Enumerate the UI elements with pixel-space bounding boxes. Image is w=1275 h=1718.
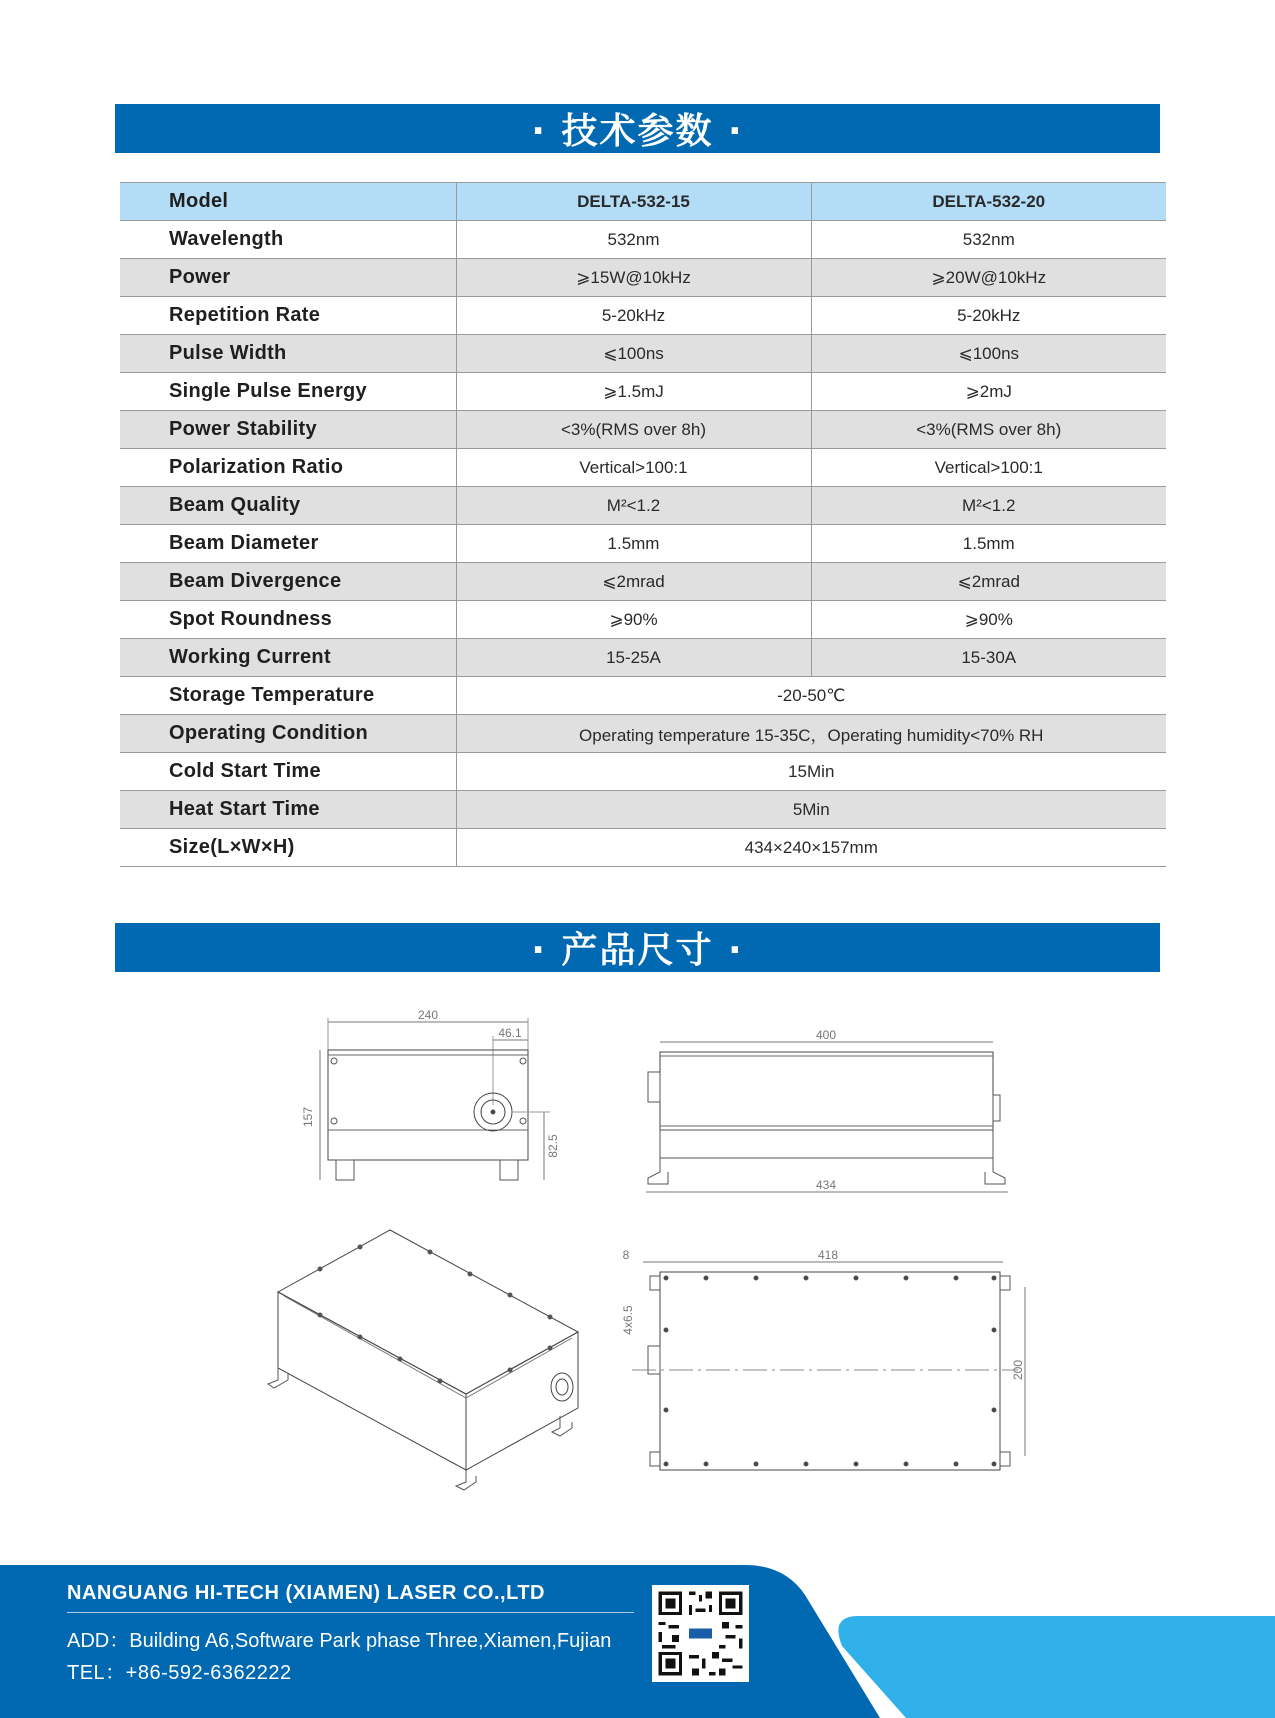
row-label: Beam Divergence [120, 563, 456, 601]
row-value-model-1: M²<1.2 [456, 487, 811, 525]
dim-front-width: 240 [417, 1008, 439, 1022]
table-row [120, 601, 1166, 639]
header-model-2: DELTA-532-20 [811, 183, 1166, 221]
company-address: ADD：Building A6,Software Park phase Three,Xiamen,Fujian [67, 1630, 612, 1652]
dim-side-total-length: 434 [815, 1178, 837, 1192]
row-label: Beam Diameter [120, 525, 456, 563]
row-label: Single Pulse Energy [120, 373, 456, 411]
dim-front-offset: 46.1 [498, 1026, 522, 1040]
row-value-model-1: ⩾90% [456, 601, 811, 639]
section-title-dimensions: · 产品尺寸 · [115, 923, 1160, 972]
row-label: Cold Start Time [120, 753, 456, 791]
row-value-model-1: ⩽2mrad [456, 563, 811, 601]
table-row [120, 563, 1166, 601]
table-row [120, 259, 1166, 297]
row-label: Wavelength [120, 221, 456, 259]
row-label: Heat Start Time [120, 791, 456, 829]
row-value-model-2: ⩾2mJ [811, 373, 1166, 411]
row-value-model-1: ⩾15W@10kHz [456, 259, 811, 297]
row-label: Power [120, 259, 456, 297]
spec-table [120, 182, 1166, 867]
row-value-shared: 15Min [456, 753, 1166, 791]
table-row [120, 335, 1166, 373]
section-title-specs: · 技术参数 · [115, 104, 1160, 153]
row-value-model-2: M²<1.2 [811, 487, 1166, 525]
row-value-model-2: ⩽100ns [811, 335, 1166, 373]
side-view-drawing [646, 1028, 1008, 1192]
row-value-model-1: 15-25A [456, 639, 811, 677]
top-view-drawing [621, 1248, 1025, 1470]
dimension-drawings [260, 1000, 1060, 1500]
table-row [120, 753, 1166, 791]
isometric-view-drawing [268, 1230, 578, 1490]
table-row [120, 525, 1166, 563]
footer-accent-shape [836, 1616, 1275, 1718]
row-value-model-1: <3%(RMS over 8h) [456, 411, 811, 449]
row-value-model-1: Vertical>100:1 [456, 449, 811, 487]
row-value-model-1: ⩾1.5mJ [456, 373, 811, 411]
table-row [120, 373, 1166, 411]
dim-top-length: 418 [817, 1248, 839, 1262]
row-value-shared: 5Min [456, 791, 1166, 829]
row-value-model-2: 15-30A [811, 639, 1166, 677]
table-row [120, 449, 1166, 487]
dim-side-length: 400 [815, 1028, 837, 1042]
row-value-model-1: 532nm [456, 221, 811, 259]
row-value-shared: Operating temperature 15-35C，Operating humidity<70% RH [456, 715, 1166, 753]
company-phone: TEL：+86-592-6362222 [67, 1662, 292, 1684]
dim-front-height: 157 [301, 1106, 315, 1128]
row-label: Spot Roundness [120, 601, 456, 639]
row-label: Size(L×W×H) [120, 829, 456, 867]
table-row [120, 221, 1166, 259]
table-row [120, 715, 1166, 753]
row-value-shared: 434×240×157mm [456, 829, 1166, 867]
row-label: Repetition Rate [120, 297, 456, 335]
row-value-model-2: 5-20kHz [811, 297, 1166, 335]
dim-top-holes: 4x6.5 [621, 1305, 635, 1335]
row-label: Storage Temperature [120, 677, 456, 715]
front-view-drawing [301, 1008, 560, 1180]
table-row [120, 639, 1166, 677]
company-name: NANGUANG HI-TECH (XIAMEN) LASER CO.,LTD [67, 1582, 545, 1604]
table-row [120, 677, 1166, 715]
table-row [120, 791, 1166, 829]
row-label: Beam Quality [120, 487, 456, 525]
row-label: Operating Condition [120, 715, 456, 753]
row-value-model-1: 5-20kHz [456, 297, 811, 335]
row-value-model-1: 1.5mm [456, 525, 811, 563]
row-value-model-2: ⩽2mrad [811, 563, 1166, 601]
dim-top-edge: 8 [622, 1248, 630, 1262]
row-value-model-2: <3%(RMS over 8h) [811, 411, 1166, 449]
table-row [120, 297, 1166, 335]
row-value-model-2: Vertical>100:1 [811, 449, 1166, 487]
row-value-model-2: 532nm [811, 221, 1166, 259]
qr-code-icon[interactable] [652, 1585, 749, 1682]
header-model-1: DELTA-532-15 [456, 183, 811, 221]
row-value-model-2: ⩾20W@10kHz [811, 259, 1166, 297]
row-label: Pulse Width [120, 335, 456, 373]
table-row [120, 411, 1166, 449]
row-value-shared: -20-50℃ [456, 677, 1166, 715]
table-row [120, 829, 1166, 867]
footer-divider [67, 1612, 634, 1613]
table-header-row [120, 183, 1166, 221]
header-label: Model [120, 183, 456, 221]
row-label: Working Current [120, 639, 456, 677]
dim-front-port-height: 82.5 [546, 1134, 560, 1158]
row-label: Polarization Ratio [120, 449, 456, 487]
row-value-model-1: ⩽100ns [456, 335, 811, 373]
row-label: Power Stability [120, 411, 456, 449]
dim-top-width: 200 [1011, 1359, 1025, 1381]
table-row [120, 487, 1166, 525]
row-value-model-2: 1.5mm [811, 525, 1166, 563]
row-value-model-2: ⩾90% [811, 601, 1166, 639]
